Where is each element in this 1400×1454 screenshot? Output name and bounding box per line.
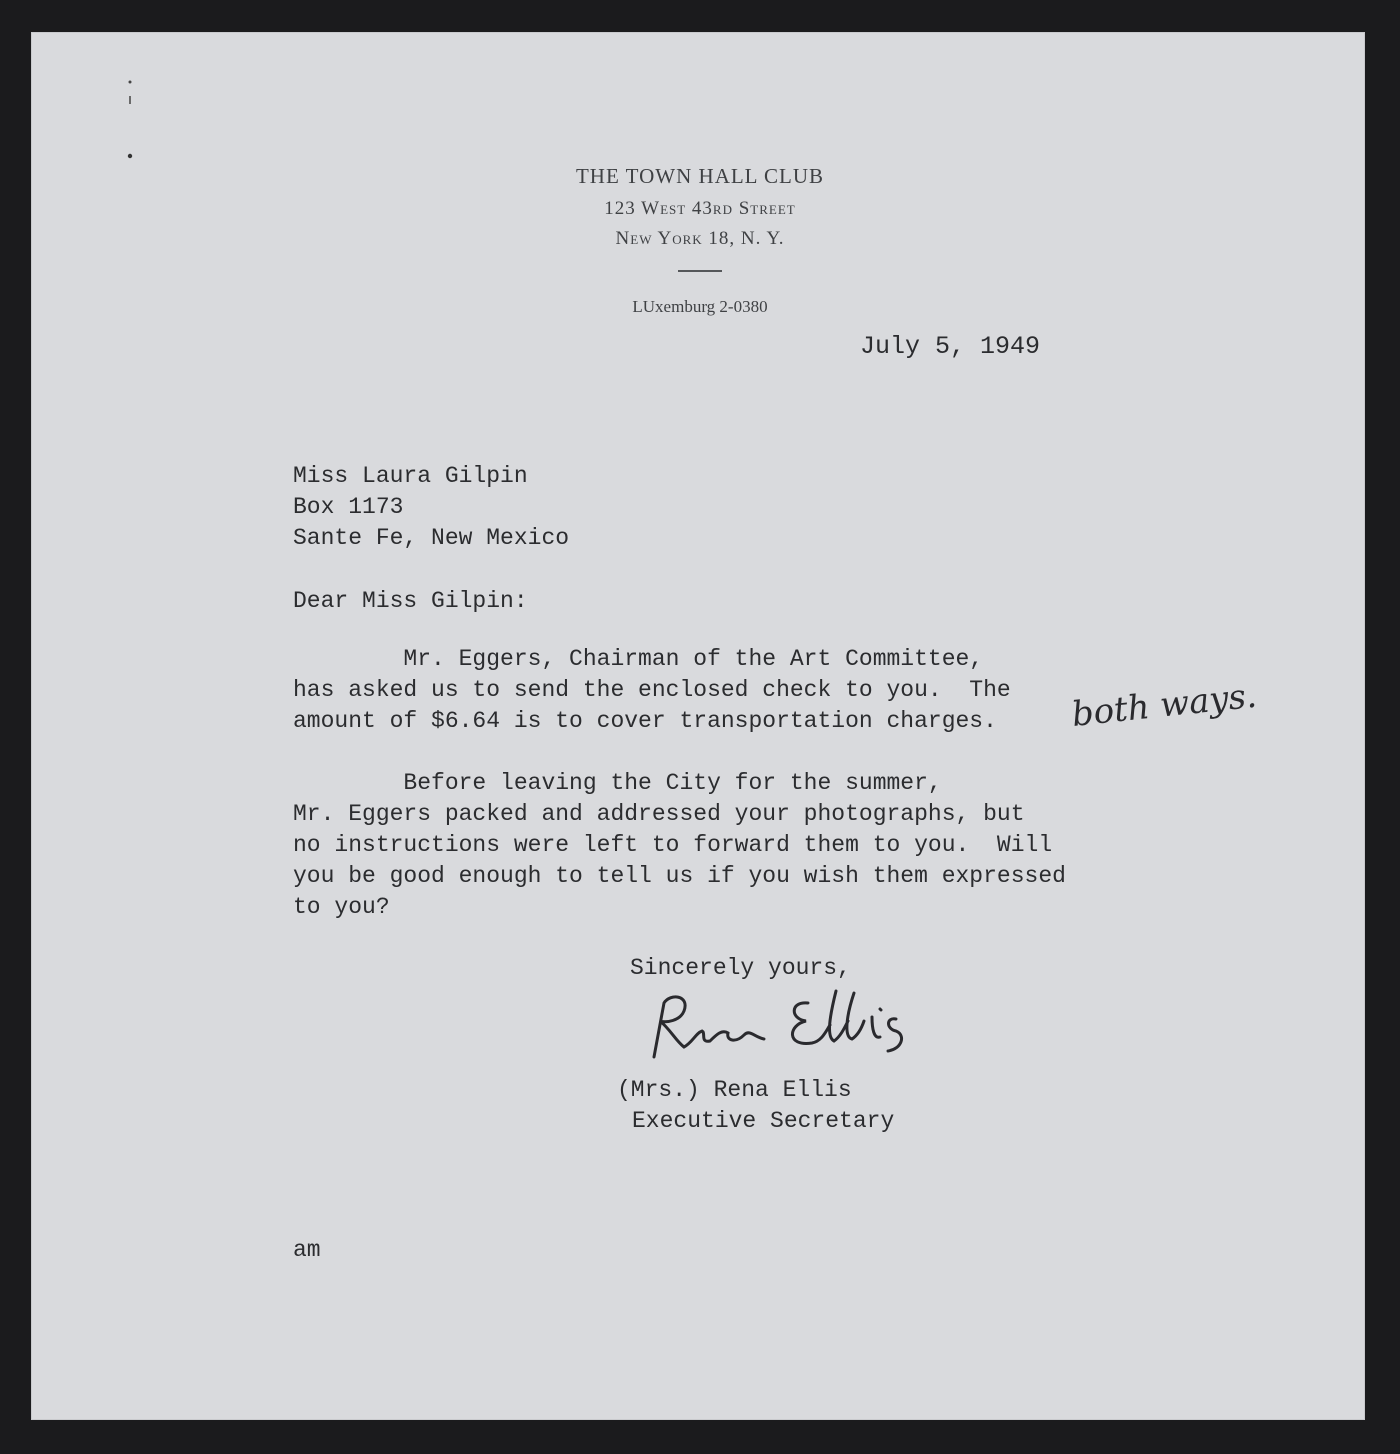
recipient-name: Miss Laura Gilpin xyxy=(293,463,528,489)
paragraph2-line2: Mr. Eggers packed and addressed your photographs, but xyxy=(293,801,1025,827)
signer-name: (Mrs.) Rena Ellis xyxy=(617,1077,852,1103)
handwritten-note: both ways. xyxy=(1069,675,1259,735)
paragraph2-line5: to you? xyxy=(293,894,390,920)
letterhead-address-line2: New York 18, N. Y. xyxy=(615,228,785,249)
paragraph2-line4: you be good enough to tell us if you wish them expressed xyxy=(293,863,1066,889)
letterhead-address-line1: 123 West 43rd Street xyxy=(604,198,796,219)
paragraph1-line2: has asked us to send the enclosed check to you. The xyxy=(293,677,1011,703)
letterhead-club-name: THE TOWN HALL CLUB xyxy=(575,164,824,188)
signer-title: Executive Secretary xyxy=(632,1108,895,1134)
recipient-address xyxy=(293,461,569,554)
paragraph2-line3: no instructions were left to forward them to you. Will xyxy=(293,832,1053,858)
paragraph1-line1: Mr. Eggers, Chairman of the Art Committee, xyxy=(293,646,984,672)
paragraph2-line1: Before leaving the City for the summer, xyxy=(293,770,942,796)
typist-initials: am xyxy=(293,1237,321,1263)
letterhead-divider xyxy=(678,270,722,272)
salutation: Dear Miss Gilpin: xyxy=(293,588,528,614)
handwritten-signature xyxy=(640,985,920,1070)
margin-marks xyxy=(124,78,136,173)
recipient-city: Sante Fe, New Mexico xyxy=(293,525,570,551)
letter-date: July 5, 1949 xyxy=(860,332,1041,361)
recipient-box: Box 1173 xyxy=(293,494,404,520)
letterhead-phone: LUxemburg 2-0380 xyxy=(632,297,768,316)
paragraph1-line3: amount of $6.64 is to cover transportation charges. xyxy=(293,708,997,734)
closing: Sincerely yours, xyxy=(630,955,851,981)
